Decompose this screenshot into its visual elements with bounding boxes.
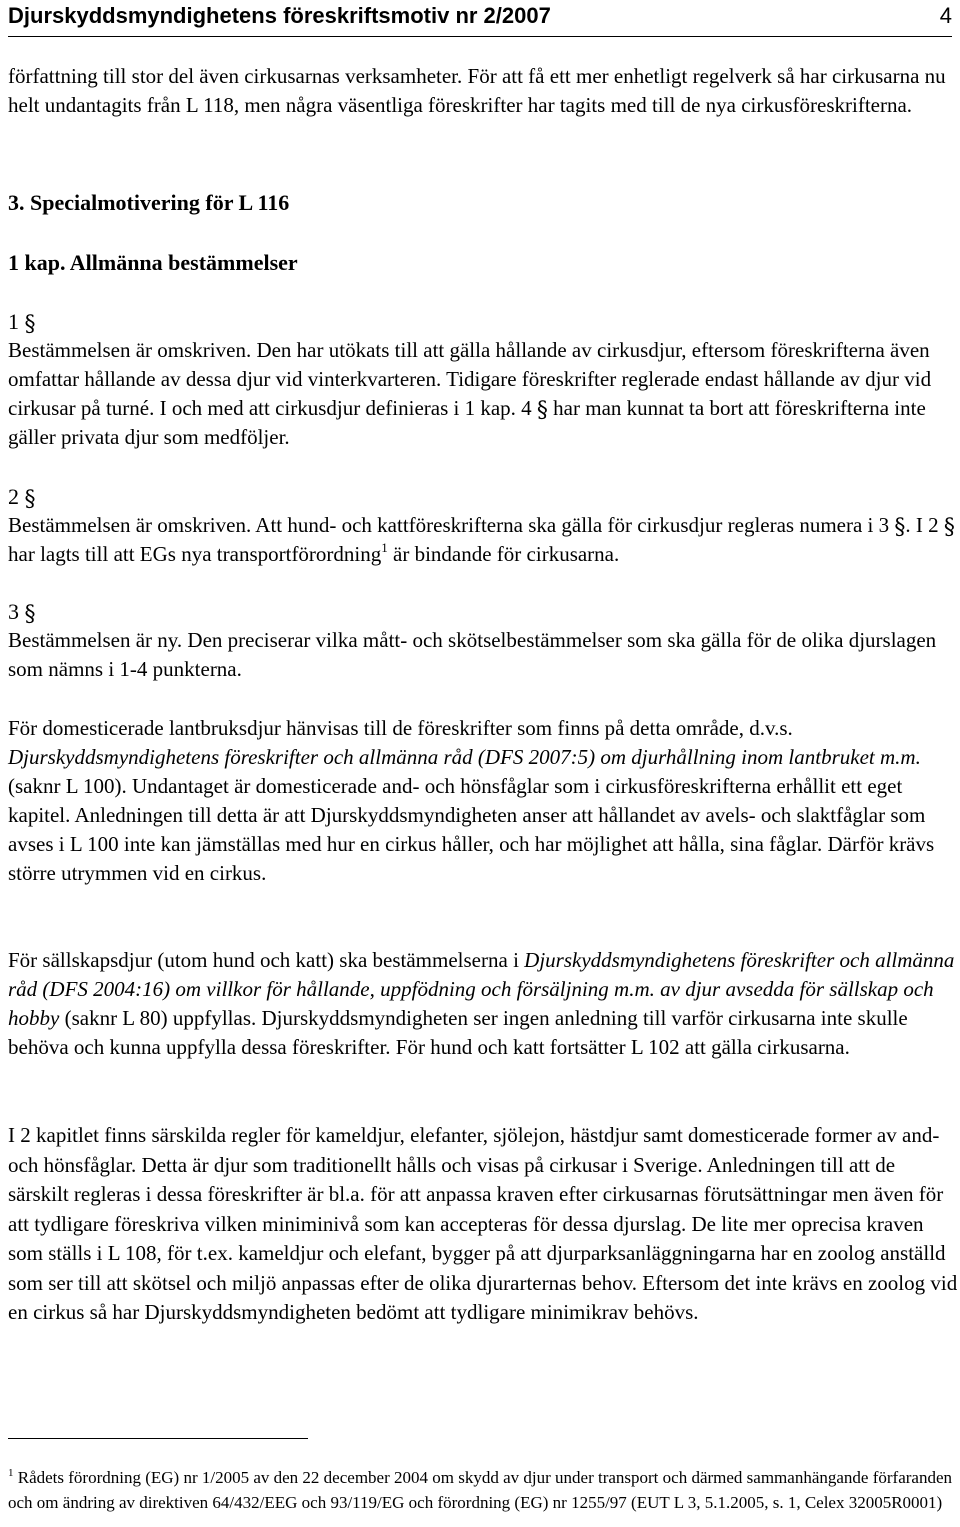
paragraph-2-heading bbox=[8, 484, 36, 510]
section-sign-icon: § bbox=[943, 515, 955, 540]
paragraph-number: 1 bbox=[8, 309, 19, 334]
paragraph-1-body: Bestämmelsen är omskriven. Den har utökats till att gälla hållande av cirkusdjur, eftersom föreskrifterna även omfattar hållande av dessa djur vid vinterkvarteren. Tidigare föreskrifter reglerade endast hållande av djur vid cirkusar på turné. I och med att cirkusdjur definieras i 1 kap. 4 bbox=[8, 338, 932, 420]
domestic-text-a: För domesticerade lantbruksdjur hänvisas till de föreskrifter som finns på detta område, d.v.s. bbox=[8, 716, 793, 740]
document-title: Djurskyddsmyndighetens föreskriftsmotiv nr 2/2007 bbox=[8, 3, 551, 28]
footnote-reference[interactable]: 1 bbox=[381, 540, 388, 555]
paragraph-2-body-d: är bindande för cirkusarna. bbox=[387, 542, 620, 566]
section-heading: 3. Specialmotivering för L 116 bbox=[8, 190, 290, 215]
paragraph-2-text bbox=[8, 511, 958, 569]
footnote-marker: 1 bbox=[8, 1467, 14, 1479]
footnote-text: Rådets förordning (EG) nr 1/2005 av den 22 december 2004 om skydd av djur under transport och därmed sammanhängande förfaranden och om ändring av direktiven 64/432/EEG och 93/119/EG och förordning (EG) nr 1255/97 (EUT L 3, 5.1.2005, s. 1, Celex 32005R0001) bbox=[8, 1468, 952, 1512]
paragraph-3-heading bbox=[8, 599, 36, 625]
section-sign-icon: § bbox=[536, 398, 548, 423]
regulation-citation: Djurskyddsmyndighetens föreskrifter och allmänna råd (DFS 2007:5) om djurhållning inom lantbruket m.m. bbox=[8, 745, 921, 769]
footnote-divider bbox=[8, 1438, 308, 1439]
paragraph-2-body-c: har lagts till att EGs nya transportförordning bbox=[8, 542, 382, 566]
domestic-animals-paragraph bbox=[8, 714, 958, 888]
section-sign-icon: § bbox=[894, 515, 906, 540]
section-sign-icon: § bbox=[24, 312, 36, 337]
pets-text-b: (saknr L 80) uppfyllas. Djurskyddsmyndigheten ser ingen anledning till varför cirkusarna inte skulle behöva och kunna uppfylla dessa föreskrifter. För hund och katt fortsätter L 102 att gälla cirkusarna. bbox=[8, 1006, 908, 1059]
chapter-heading: 1 kap. Allmänna bestämmelser bbox=[8, 250, 298, 275]
footnote bbox=[8, 1465, 958, 1515]
paragraph-3-text: Bestämmelsen är ny. Den preciserar vilka mått- och skötselbestämmelser som ska gälla för de olika djurslagen som nämns i 1-4 punkterna. bbox=[8, 628, 937, 681]
pets-text-a: För sällskapsdjur (utom hund och katt) ska bestämmelserna i bbox=[8, 948, 525, 972]
paragraph-1-heading bbox=[8, 309, 36, 335]
section-sign-icon: § bbox=[24, 487, 36, 512]
chapter-2-paragraph: I 2 kapitlet finns särskilda regler för kameldjur, elefanter, sjölejon, hästdjur samt domesticerade former av and- och hönsfåglar. Detta är djur som traditionellt hålls och visas på cirkusar i Sverige. Anledningen till att de särskilt regleras i dessa föreskrifter är bl.a. för att anpassa kraven efter cirkusarnas förutsättningar men även för att tydligare föreskriva vilken miniminivå som kan accepteras för dessa djurslag. De lite mer oprecisa kraven som ställs i L 108, för t.ex. kameldjur och elefant, bygger på att djurparksanläggningarna har en zoolog anställd som ser till att skötsel och miljö anpassas efter de olika djurarternas behov. Eftersom det inte krävs en zoolog vid en cirkus så har Djurskyddsmyndigheten bedömt att tydligare minimikrav behövs. bbox=[8, 1123, 958, 1324]
page-header bbox=[8, 0, 952, 37]
paragraph-1-body-end: har man kunnat ta bort att föreskrifterna inte gäller privata djur som medföljer. bbox=[8, 396, 926, 449]
regulation-citation: Djurskyddsmyndighetens föreskrifter och allmänna råd (DFS 2004:16) om villkor för hållande, uppfödning och försäljning m.m. av djur avsedda för sällskap och hobby bbox=[8, 948, 955, 1030]
pets-paragraph bbox=[8, 946, 958, 1062]
paragraph-2-body-a: Bestämmelsen är omskriven. Att hund- och kattföreskrifterna ska gälla för cirkusdjur regleras numera i 3 bbox=[8, 513, 890, 537]
domestic-text-b: (saknr L 100). Undantaget är domesticerade and- och hönsfåglar som i cirkusföreskrifterna erhållit ett eget kapitel. Anledningen till detta är att Djurskyddsmyndigheten anser att hållandet av avels- och slaktfåglar som avses i L 100 inte kan jämställas med hur en cirkus håller, och har möjlighet att hålla, sina fåglar. Därför krävs större utrymmen vid en cirkus. bbox=[8, 774, 935, 885]
paragraph-number: 2 bbox=[8, 484, 19, 509]
intro-paragraph: författning till stor del även cirkusarnas verksamheter. För att få ett mer enhetligt regelverk så har cirkusarna nu helt undantagits från L 118, men några väsentliga föreskrifter har tagits med till de nya cirkusföreskrifterna. bbox=[8, 64, 946, 117]
paragraph-2-body-b: . I 2 bbox=[905, 513, 939, 537]
section-sign-icon: § bbox=[24, 602, 36, 627]
paragraph-1-text bbox=[8, 336, 958, 452]
page-number: 4 bbox=[939, 3, 952, 28]
paragraph-number: 3 bbox=[8, 599, 19, 624]
